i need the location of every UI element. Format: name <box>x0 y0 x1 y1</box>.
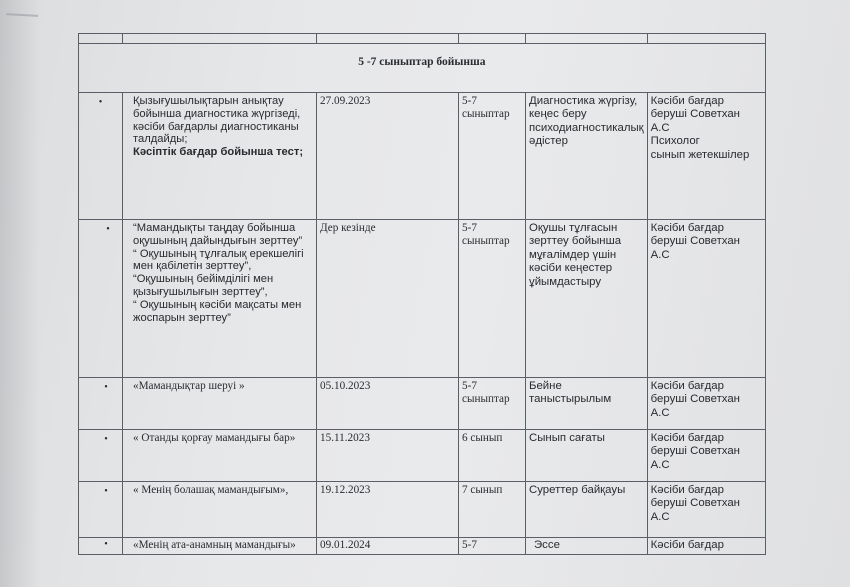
event-line: “ Оқушының тұлғалық ерекшелігі мен қабілетін зерттеу”, <box>133 247 304 273</box>
grade-cell: 6 сынып <box>459 430 526 482</box>
responsible-cell <box>647 538 765 555</box>
date-cell: 15.11.2023 <box>317 430 459 482</box>
grade-cell: 5-7 сыныптар <box>459 220 526 378</box>
form-cell: Бейне таныстырылым <box>526 378 648 430</box>
page-shadow <box>0 0 40 587</box>
responsible-cell <box>647 220 765 378</box>
date-cell: 09.01.2024 <box>317 538 459 555</box>
table-row <box>79 538 766 555</box>
responsible-line: Кәсіби бағдар беруші Советхан А.С <box>650 380 740 419</box>
event-cell <box>123 93 317 220</box>
event-cell <box>123 430 317 482</box>
grade-cell: 5-7 сыныптар <box>459 93 526 220</box>
responsible-line: Кәсіби бағдар <box>650 539 724 551</box>
date-cell: Дер кезінде <box>317 220 459 378</box>
table-header-row <box>79 34 766 44</box>
form-cell: Суреттер байқауы <box>526 482 648 538</box>
responsible-cell <box>647 430 765 482</box>
form-cell: Сынып сағаты <box>526 430 648 482</box>
event-cell <box>123 482 317 538</box>
form-cell: Эссе <box>526 538 648 555</box>
event-line: “ Оқушының кәсіби мақсаты мен жоспарын зерттеу” <box>133 298 302 324</box>
grade-cell: 7 сынып <box>459 482 526 538</box>
grade-cell: 5-7 <box>459 538 526 555</box>
table-row <box>79 430 766 482</box>
table-row <box>79 378 766 430</box>
section-title: 5 -7 сыныптар бойынша <box>79 44 766 93</box>
responsible-line: сынып жетекшілер <box>650 148 750 161</box>
header-cell <box>317 34 459 44</box>
event-line: “Мамандықты таңдау бойынша оқушының дайындығын зерттеу” <box>133 222 303 247</box>
bullet-marker: • <box>79 220 123 378</box>
date-cell: 27.09.2023 <box>317 93 459 220</box>
responsible-cell <box>647 93 765 220</box>
event-cell <box>123 220 317 378</box>
responsible-line: Кәсіби бағдар беруші Советхан А.С <box>650 432 740 471</box>
responsible-line: Кәсіби бағдар беруші Советхан А.С <box>650 95 740 134</box>
header-cell <box>647 34 765 44</box>
form-cell: Диагностика жүргізу, кеңес беру психодиагностикалық әдістер <box>526 93 648 220</box>
event-line: « Отанды қорғау мамандығы бар» <box>133 432 296 444</box>
table-row <box>79 482 766 538</box>
date-cell: 05.10.2023 <box>317 378 459 430</box>
bullet-marker: • <box>79 93 123 220</box>
responsible-cell <box>647 482 765 538</box>
event-line: «Мамандықтар шеруі » <box>133 380 245 392</box>
bullet-marker: • <box>79 538 123 555</box>
event-line: «Менің ата-анамның мамандығы» <box>133 539 296 551</box>
responsible-line: Психолог <box>650 135 700 148</box>
header-cell <box>459 34 526 44</box>
bullet-marker: • <box>79 482 123 538</box>
event-line: Кәсіптік бағдар бойынша тест; <box>133 146 304 159</box>
event-line: “Оқушының бейімділігі мен қызығушылығын зерттеу”, <box>133 273 274 298</box>
table-row <box>79 93 766 220</box>
event-line: « Менің болашақ мамандығым», <box>133 484 289 496</box>
header-cell <box>123 34 317 44</box>
responsible-line: Кәсіби бағдар беруші Советхан А.С <box>650 222 740 261</box>
career-guidance-table <box>78 33 766 555</box>
responsible-cell <box>647 378 765 430</box>
section-row <box>79 44 766 93</box>
responsible-line: Кәсіби бағдар беруші Советхан А.С <box>650 484 740 523</box>
grade-cell: 5-7 сыныптар <box>459 378 526 430</box>
header-cell <box>526 34 648 44</box>
bullet-marker: • <box>79 378 123 430</box>
event-line: Қызығушылықтарын анықтау бойынша диагностика жүргізеді, кәсіби бағдарлы диагностиканы талдайды; <box>133 95 301 146</box>
header-cell <box>79 34 123 44</box>
form-cell: Оқушы тұлғасын зерттеу бойынша мұғалімдер үшін кәсіби кеңестер ұйымдастыру <box>526 220 648 378</box>
pen-mark <box>6 13 38 23</box>
bullet-marker: • <box>79 430 123 482</box>
date-cell: 19.12.2023 <box>317 482 459 538</box>
table-row <box>79 220 766 378</box>
event-cell <box>123 378 317 430</box>
event-cell <box>123 538 317 555</box>
